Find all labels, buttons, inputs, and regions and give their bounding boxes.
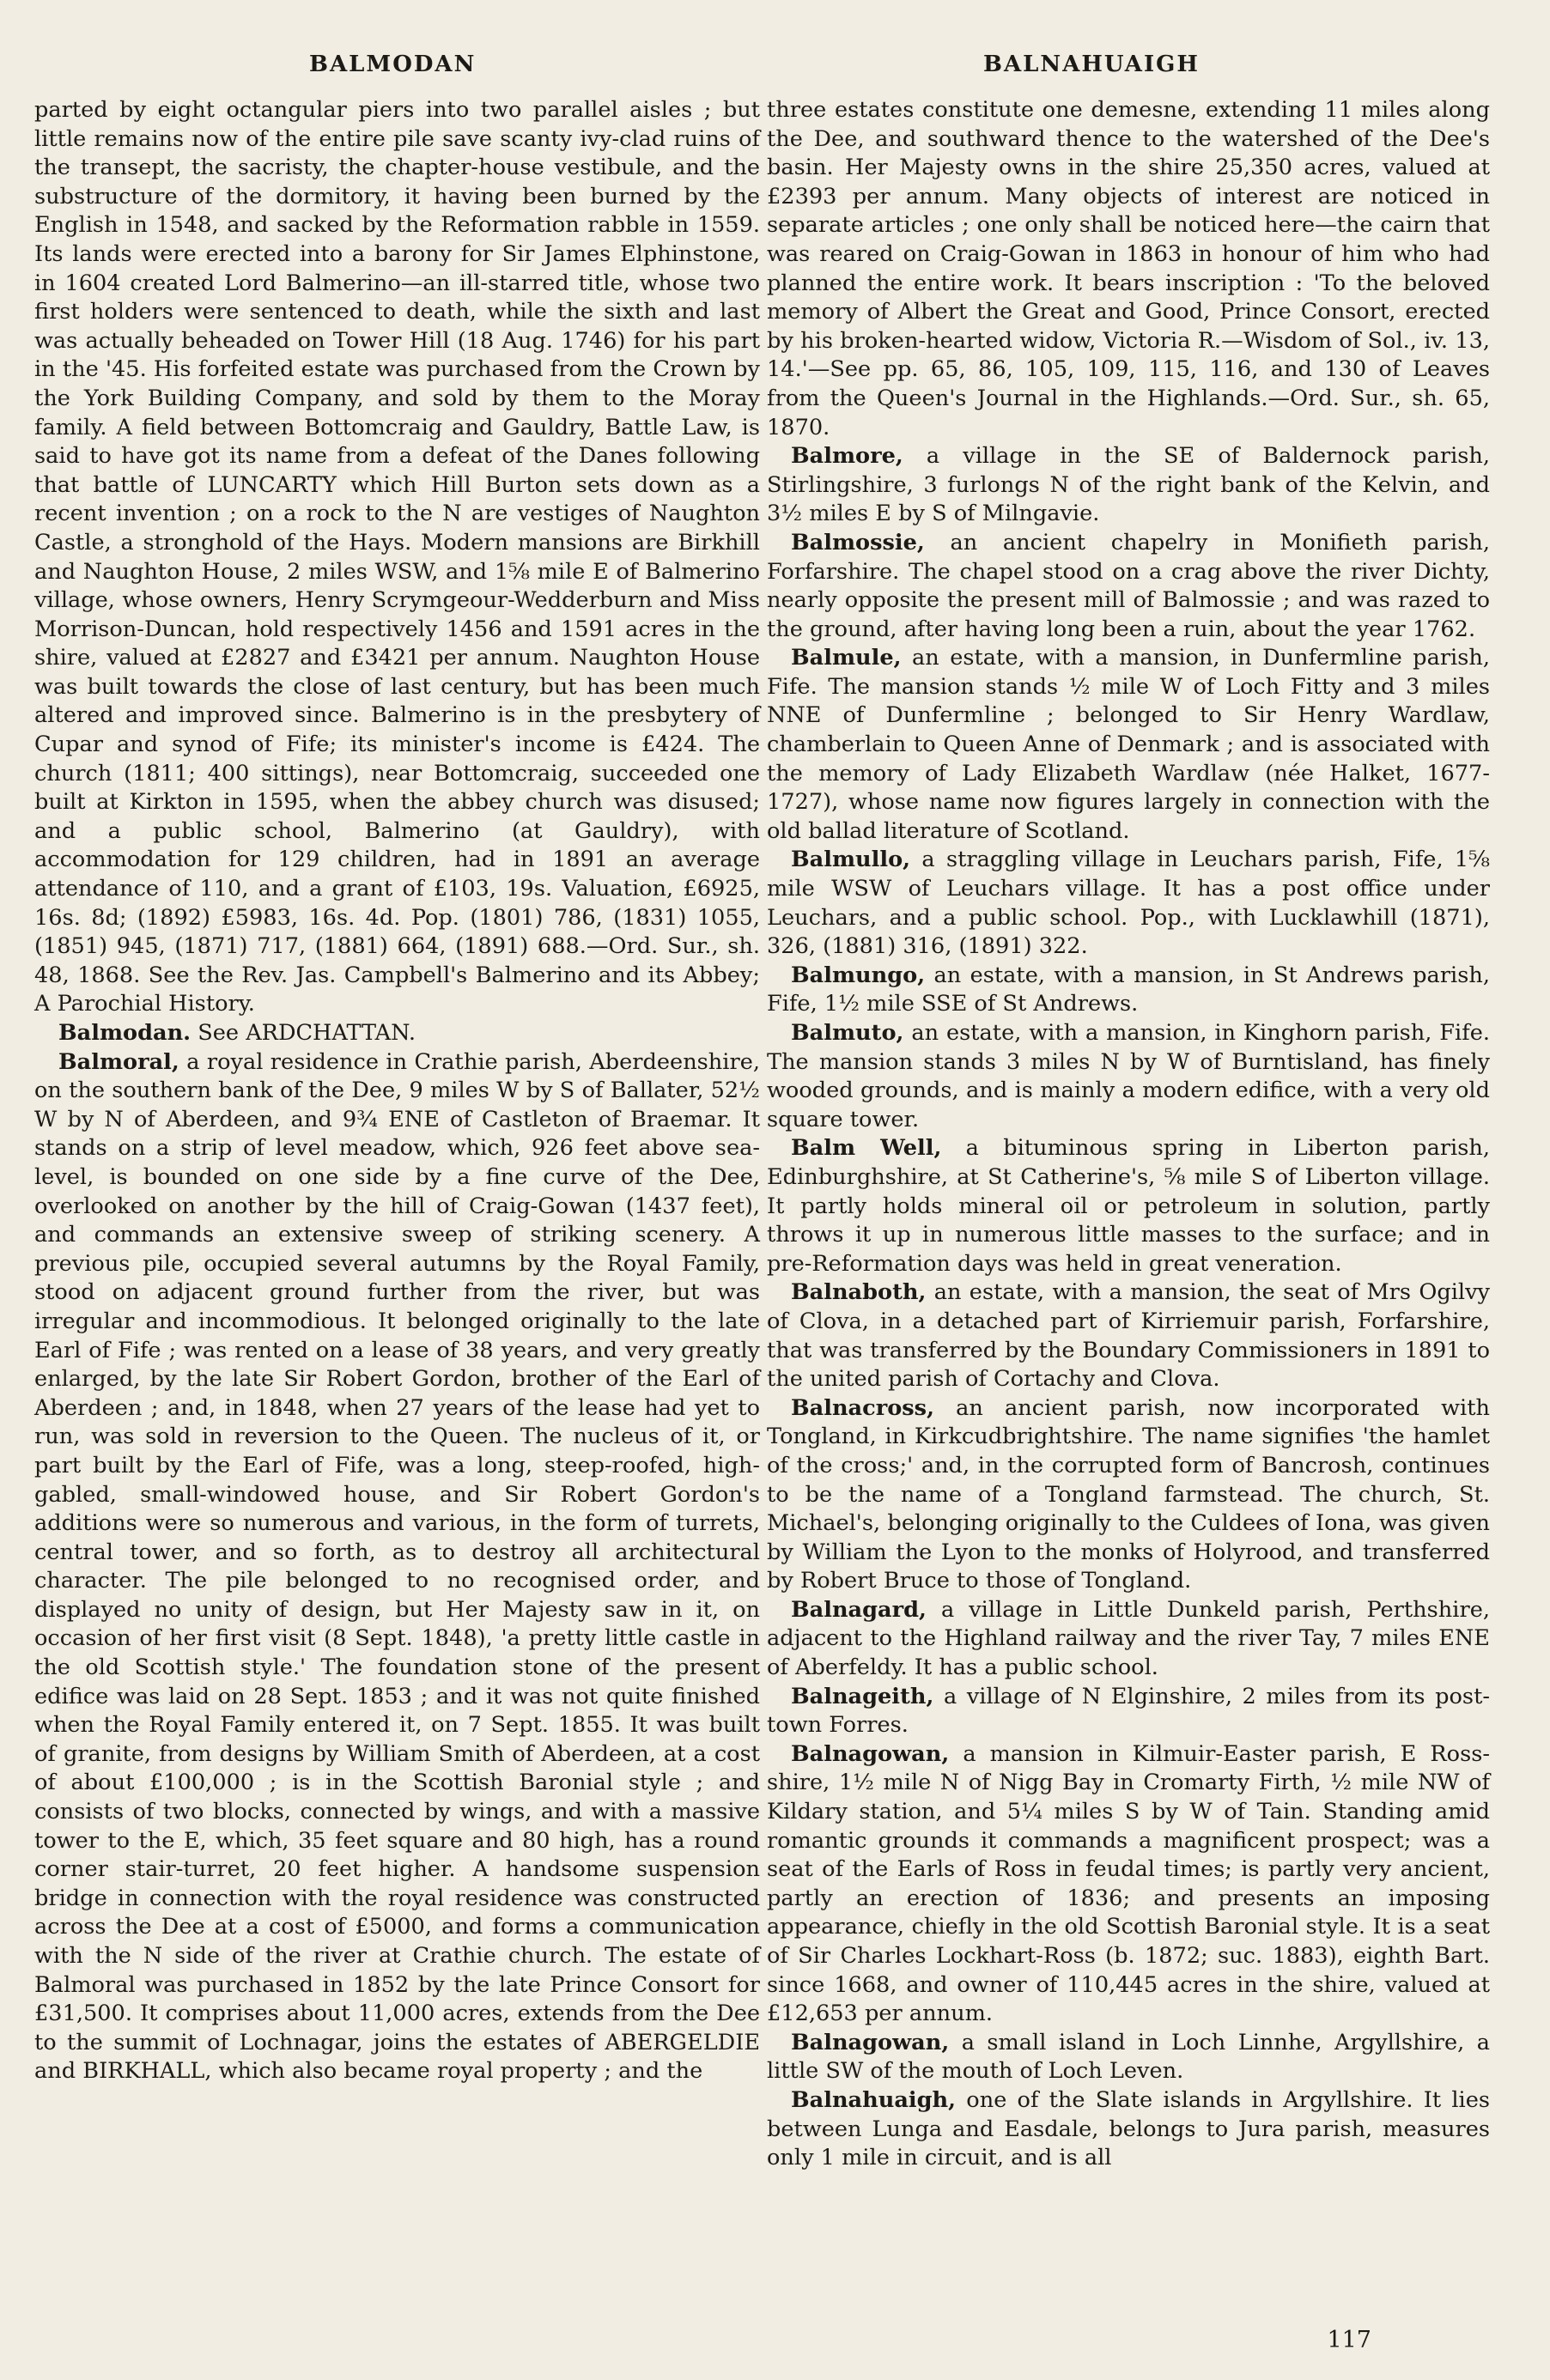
entry-headword: Balmoral, xyxy=(58,1048,179,1075)
entry-headword: Balmossie, xyxy=(791,529,925,556)
entry-text: an ancient chapelry in Monifieth parish, Forfarshire. The chapel stood on a crag above the river Dichty, nearly opposite the present mill of Balmossie ; and was razed to the ground, after having long been a ruin, about the year 1762. xyxy=(767,529,1490,642)
entry-text: three estates constitute one demesne, extending 11 miles along the Dee, and southward thence to the watershed of the Dee's basin. Her Majesty owns in the shire 25,350 acres, valued at £2393 per annum. Many objects of interest are noticed in separate articles ; one only shall be noticed here—the cairn that was reared on Craig-Gowan in 1863 in honour of him who had planned the entire work. It bears inscription : 'To the beloved memory of Albert the Great and Good, Prince Consort, erected by his broken-hearted widow, Victoria R.—Wisdom of Sol., iv. 13, 14.'—See pp. 65, 86, 105, 109, 115, 116, and 130 of Leaves from the Queen's Journal in the Highlands.—Ord. Sur., sh. 65, 1870. xyxy=(767,97,1490,440)
entry-balmodan xyxy=(34,1019,760,1048)
entry-continuation xyxy=(34,96,760,1019)
entry-text: an estate, with a mansion, the seat of Mrs Ogilvy of Clova, in a detached part of Kirriemuir parish, Forfarshire, that was transferred by the Boundary Commissioners in 1891 to the united parish of Cortachy and Clova. xyxy=(767,1279,1490,1393)
entry-balm-well xyxy=(767,1134,1490,1278)
entry-text: an estate, with a mansion, in St Andrews parish, Fife, 1½ mile SSE of St Andrews. xyxy=(767,962,1490,1017)
entry-balnagowan-island xyxy=(767,2029,1490,2086)
entry-balnageith xyxy=(767,1683,1490,1740)
entry-headword: Balm Well, xyxy=(791,1135,942,1162)
entry-text: a village of N Elginshire, 2 miles from its post-town Forres. xyxy=(767,1683,1490,1739)
entry-balmoral xyxy=(34,1048,760,2086)
entry-text: an ancient parish, now incorporated with Tongland, in Kirkcudbrightshire. The name signifies 'the hamlet of the cross;' and, in the corrupted form of Bancrosh, continues to be the name of a Tongland farmstead. The church, St. Michael's, belonging originally to the Culdees of Iona, was given by William the Lyon to the monks of Holyrood, and transferred by Robert Bruce to those of Tongland. xyxy=(767,1394,1491,1594)
entry-headword: Balmuto, xyxy=(791,1020,904,1046)
entry-balnahuaigh xyxy=(767,2086,1490,2173)
entry-headword: Balnagowan, xyxy=(791,1740,950,1767)
entry-headword: Balnahuaigh, xyxy=(791,2086,957,2113)
entry-headword: Balnagowan, xyxy=(791,2029,950,2055)
entry-balmule xyxy=(767,644,1490,846)
entry-headword: Balmore, xyxy=(791,443,903,470)
left-column xyxy=(34,96,760,2086)
entry-headword: Balmodan. xyxy=(58,1020,191,1046)
page-number: 117 xyxy=(1327,2327,1371,2353)
entry-text: a bituminous spring in Liberton parish, Edinburghshire, at St Catherine's, ⅝ mile S of Liberton village. It partly holds mineral oil or petroleum in solution, partly throws it up in numerous little masses to the surface; and in pre-Reformation days was held in great veneration. xyxy=(767,1135,1490,1277)
entry-headword: Balmullo, xyxy=(791,847,911,873)
entry-balnaboth xyxy=(767,1278,1490,1393)
running-head-left: BALMODAN xyxy=(309,52,477,77)
entry-balnagowan-mansion xyxy=(767,1740,1490,2029)
entry-text: a royal residence in Crathie parish, Aberdeenshire, on the southern bank of the Dee, 9 miles W by S of Ballater, 52½ W by N of Aberdeen, and 9¾ ENE of Castleton of Braemar. It stands on a strip of level meadow, which, 926 feet above sea-level, is bounded on one side by a fine curve of the Dee, overlooked on another by the hill of Craig-Gowan (1437 feet), and commands an extensive sweep of striking scenery. A previous pile, occupied several autumns by the Royal Family, stood on adjacent ground further from the river, but was irregular and incommodious. It belonged originally to the late Earl of Fife ; was rented on a lease of 38 years, and very greatly enlarged, by the late Sir Robert Gordon, brother of the Earl of Aberdeen ; and, in 1848, when 27 years of the lease had yet to run, was sold in reversion to the Queen. The nucleus of it, or part built by the Earl of Fife, was a long, steep-roofed, high-gabled, small-windowed house, and Sir Robert Gordon's additions were so numerous and various, in the form of turrets, central tower, and so forth, as to destroy all architectural character. The pile belonged to no recognised order, and displayed no unity of design, but Her Majesty saw in it, on occasion of her first visit (8 Sept. 1848), 'a pretty little castle in the old Scottish style.' The foundation stone of the present edifice was laid on 28 Sept. 1853 ; and it was not quite finished when the Royal Family entered it, on 7 Sept. 1855. It was built of granite, from designs by William Smith of Aberdeen, at a cost of about £100,000 ; is in the Scottish Baronial style ; and consists of two blocks, connected by wings, and with a massive tower to the E, which, 35 feet square and 80 high, has a round corner stair-turret, 20 feet higher. A handsome suspension bridge in connection with the royal residence was constructed across the Dee at a cost of £5000, and forms a communication with the N side of the river at Crathie church. The estate of Balmoral was purchased in 1852 by the late Prince Consort for £31,500. It comprises about 11,000 acres, extends from the Dee to the summit of Lochnagar, joins the estates of ABERGELDIE and BIRKHALL, which also became royal property ; and the xyxy=(34,1048,760,2085)
entry-text: an estate, with a mansion, in Kinghorn parish, Fife. The mansion stands 3 miles N by W of Burntisland, has finely wooded grounds, and is mainly a modern edifice, with a very old square tower. xyxy=(767,1020,1490,1132)
running-head-right: BALNAHUAIGH xyxy=(983,52,1200,77)
entry-headword: Balmule, xyxy=(791,645,902,671)
entry-balnagard xyxy=(767,1596,1490,1683)
entry-text: a mansion in Kilmuir-Easter parish, E Ross-shire, 1½ mile N of Nigg Bay in Cromarty Firth, ½ mile NW of Kildary station, and 5¼ miles S by W of Tain. Standing amid romantic grounds it commands a magnificent prospect; was a seat of the Earls of Ross in feudal times; is partly very ancient, partly an erection of 1836; and presents an imposing appearance, chiefly in the old Scottish Baronial style. It is a seat of Sir Charles Lockhart-Ross (b. 1872; suc. 1883), eighth Bart. since 1668, and owner of 110,445 acres in the shire, valued at £12,653 per annum. xyxy=(767,1740,1490,2027)
entry-balnacross xyxy=(767,1394,1490,1596)
entry-text: an estate, with a mansion, in Dunfermline parish, Fife. The mansion stands ½ mile W of Loch Fitty and 3 miles NNE of Dunfermline ; belonged to Sir Henry Wardlaw, chamberlain to Queen Anne of Denmark ; and is associated with the memory of Lady Elizabeth Wardlaw (née Halket, 1677-1727), whose name now figures largely in connection with the old ballad literature of Scotland. xyxy=(767,645,1490,844)
entry-balmungo xyxy=(767,962,1490,1019)
entry-balmullo xyxy=(767,846,1490,961)
entry-headword: Balmungo, xyxy=(791,962,926,988)
entry-text: a small island in Loch Linnhe, Argyllshire, a little SW of the mouth of Loch Leven. xyxy=(767,2029,1491,2085)
entry-balmossie xyxy=(767,529,1490,644)
entry-headword: Balnaboth, xyxy=(791,1279,927,1306)
entry-headword: Balnageith, xyxy=(791,1683,934,1709)
entry-text: a straggling village in Leuchars parish, Fife, 1⅝ mile WSW of Leuchars village. It has a post office under Leuchars, and a public school. Pop., with Lucklawhill (1871), 326, (1881) 316, (1891) 322. xyxy=(767,847,1490,960)
entry-continuation xyxy=(767,96,1490,442)
entry-text: See ARDCHATTAN. xyxy=(198,1020,416,1046)
right-column xyxy=(767,96,1490,2173)
entry-text: a village in the SE of Baldernock parish, Stirlingshire, 3 furlongs N of the right bank of the Kelvin, and 3½ miles E by S of Milngavie. xyxy=(767,443,1491,527)
entry-text: parted by eight octangular piers into two parallel aisles ; but little remains now of the entire pile save scanty ivy-clad ruins of the transept, the sacristy, the chapter-house vestibule, and the substructure of the dormitory, it having been burned by the English in 1548, and sacked by the Reformation rabble in 1559. Its lands were erected into a barony for Sir James Elphinstone, in 1604 created Lord Balmerino—an ill-starred title, whose two first holders were sentenced to death, while the sixth and last was actually beheaded on Tower Hill (18 Aug. 1746) for his part in the '45. His forfeited estate was purchased from the Crown by the York Building Company, and sold by them to the Moray family. A field between Bottomcraig and Gauldry, Battle Law, is said to have got its name from a defeat of the Danes following that battle of LUNCARTY which Hill Burton sets down as a recent invention ; on a rock to the N are vestiges of Naughton Castle, a stronghold of the Hays. Modern mansions are Birkhill and Naughton House, 2 miles WSW, and 1⅝ mile E of Balmerino village, whose owners, Henry Scrymgeour-Wedderburn and Miss Morrison-Duncan, hold respectively 1456 and 1591 acres in the shire, valued at £2827 and £3421 per annum. Naughton House was built towards the close of last century, but has been much altered and improved since. Balmerino is in the presbytery of Cupar and synod of Fife; its minister's income is £424. The church (1811; 400 sittings), near Bottomcraig, succeeded one built at Kirkton in 1595, when the abbey church was disused; and a public school, Balmerino (at Gauldry), with accommodation for 129 children, had in 1891 an average attendance of 110, and a grant of £103, 19s. Valuation, £6925, 16s. 8d; (1892) £5983, 16s. 4d. Pop. (1801) 786, (1831) 1055, (1851) 945, (1871) 717, (1881) 664, (1891) 688.—Ord. Sur., sh. 48, 1868. See the Rev. Jas. Campbell's Balmerino and its Abbey; A Parochial History. xyxy=(34,97,760,1017)
entry-headword: Balnagard, xyxy=(791,1596,927,1623)
entry-text: one of the Slate islands in Argyllshire. It lies between Lunga and Easdale, belongs to Jura parish, measures only 1 mile in circuit, and is all xyxy=(767,2086,1490,2171)
entry-headword: Balnacross, xyxy=(791,1394,934,1421)
entry-text: a village in Little Dunkeld parish, Perthshire, adjacent to the Highland railway and the river Tay, 7 miles ENE of Aberfeldy. It has a public school. xyxy=(767,1596,1490,1681)
entry-balmore xyxy=(767,442,1490,529)
entry-balmuto xyxy=(767,1019,1490,1134)
